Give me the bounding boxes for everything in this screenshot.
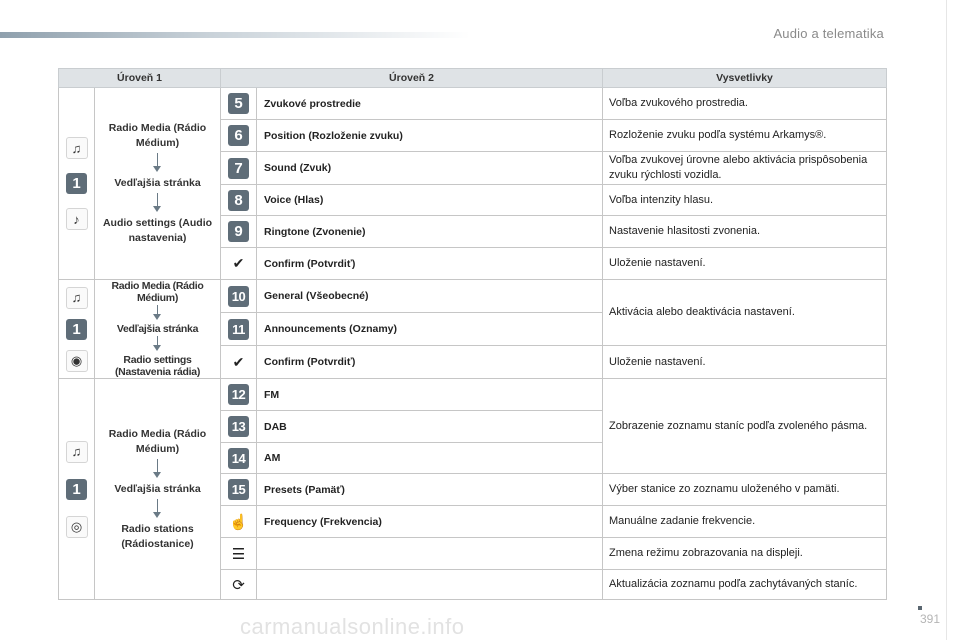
explanation-text: Výber stanice zo zoznamu uloženého v pamäti.: [603, 474, 887, 506]
page-number: 391: [919, 612, 940, 626]
music-settings-icon: ♪: [66, 208, 88, 230]
explanation-text: Zmena režimu zobrazovania na displeji.: [603, 538, 887, 570]
refresh-icon: ⟳: [232, 576, 245, 594]
level2-label: Ringtone (Zvonenie): [257, 216, 603, 248]
level2-label: Frequency (Frekvencia): [257, 506, 603, 538]
explanation-text: Nastavenie hlasitosti zvonenia.: [603, 216, 887, 248]
section-title: Audio a telematika: [773, 26, 884, 41]
step-badge: 7: [228, 158, 249, 179]
table-row: [59, 379, 887, 411]
step-badge: 5: [228, 93, 249, 114]
column-header-explanation: Vysvetlivky: [603, 69, 887, 88]
explanation-text: Zobrazenie zoznamu staníc podľa zvoleného pásma.: [603, 379, 887, 474]
level1-badge: 1: [66, 319, 87, 340]
flow-step-side-page: Vedľajšia stránka: [114, 177, 201, 189]
level1-badge: 1: [66, 479, 87, 500]
table-row: [59, 280, 887, 313]
explanation-text: Aktualizácia zoznamu podľa zachytávaných staníc.: [603, 570, 887, 600]
level1-icon-cell: [59, 280, 95, 379]
flow-step-radio-media: Radio Media (Rádio Médium): [111, 280, 204, 304]
touch-frequency-icon: ☝: [229, 513, 248, 531]
flow-arrow-icon: [153, 499, 162, 519]
column-header-level1: Úroveň 1: [59, 69, 221, 88]
level1-flow: [95, 88, 221, 280]
header-accent-bar: [0, 32, 470, 38]
level1-icon-cell: [59, 379, 95, 600]
table-header-row: [59, 69, 887, 88]
step-badge: 11: [228, 319, 249, 340]
step-badge: 10: [228, 286, 249, 307]
step-badge: 8: [228, 190, 249, 211]
level2-label: Presets (Pamäť): [257, 474, 603, 506]
level2-label: Position (Rozloženie zvuku): [257, 120, 603, 152]
explanation-text: Uloženie nastavení.: [603, 248, 887, 280]
display-mode-icon: ☰: [231, 545, 246, 563]
level2-label: Zvukové prostredie: [257, 88, 603, 120]
level2-label: Confirm (Potvrdiť): [257, 248, 603, 280]
radio-settings-icon: ◉: [66, 350, 88, 372]
explanation-text: Voľba zvukovej úrovne alebo aktivácia prispôsobenia zvuku rýchlosti vozidla.: [603, 152, 887, 185]
checkmark-icon: ✔: [232, 255, 245, 271]
page-edge-rule: [946, 0, 947, 640]
explanation-text: Aktivácia alebo deaktivácia nastavení.: [603, 280, 887, 346]
explanation-text: Uloženie nastavení.: [603, 346, 887, 379]
music-note-icon: ♫: [66, 287, 88, 309]
level1-badge: 1: [66, 173, 87, 194]
level2-label: Announcements (Oznamy): [257, 313, 603, 346]
explanation-text: Rozloženie zvuku podľa systému Arkamys®.: [603, 120, 887, 152]
flow-step-side-page: Vedľajšia stránka: [116, 323, 199, 335]
explanation-text: Manuálne zadanie frekvencie.: [603, 506, 887, 538]
column-header-level2: Úroveň 2: [221, 69, 603, 88]
level2-label: [257, 570, 603, 600]
radio-signal-icon: ◎: [66, 516, 88, 538]
step-badge: 15: [228, 479, 249, 500]
step-badge: 14: [228, 448, 249, 469]
page-marker: [918, 606, 922, 610]
level2-label: General (Všeobecné): [257, 280, 603, 313]
watermark: carmanualsonline.info: [240, 614, 465, 639]
step-badge: 9: [228, 221, 249, 242]
music-note-icon: ♫: [66, 137, 88, 159]
flow-step-audio-settings: Audio settings (Audio nastavenia): [102, 217, 213, 244]
flow-arrow-icon: [153, 336, 162, 352]
flow-step-radio-settings: Radio settings (Nastavenia rádia): [114, 354, 201, 378]
flow-step-side-page: Vedľajšia stránka: [114, 482, 201, 495]
music-note-icon: ♫: [66, 441, 88, 463]
level1-icon-cell: [59, 88, 95, 280]
level2-label: DAB: [257, 411, 603, 443]
explanation-text: Voľba intenzity hlasu.: [603, 185, 887, 216]
settings-table: [58, 68, 887, 600]
flow-step-radio-media: Radio Media (Rádio Médium): [108, 122, 207, 149]
level2-label: Confirm (Potvrdiť): [257, 346, 603, 379]
level2-label: AM: [257, 443, 603, 474]
level2-label: [257, 538, 603, 570]
level2-label: FM: [257, 379, 603, 411]
level2-label: Voice (Hlas): [257, 185, 603, 216]
level2-label: Sound (Zvuk): [257, 152, 603, 185]
table-row: [59, 88, 887, 120]
step-badge: 12: [228, 384, 249, 405]
explanation-text: Voľba zvukového prostredia.: [603, 88, 887, 120]
level1-flow: [95, 379, 221, 600]
flow-arrow-icon: [153, 153, 162, 173]
checkmark-icon: ✔: [232, 353, 245, 370]
flow-step-radio-media: Radio Media (Rádio Médium): [108, 427, 207, 455]
flow-arrow-icon: [153, 193, 162, 213]
flow-arrow-icon: [153, 459, 162, 479]
flow-arrow-icon: [153, 305, 162, 321]
step-badge: 13: [228, 416, 249, 437]
flow-step-radio-stations: Radio stations (Rádiostanice): [121, 522, 194, 550]
step-badge: 6: [228, 125, 249, 146]
level1-flow: [95, 280, 221, 379]
